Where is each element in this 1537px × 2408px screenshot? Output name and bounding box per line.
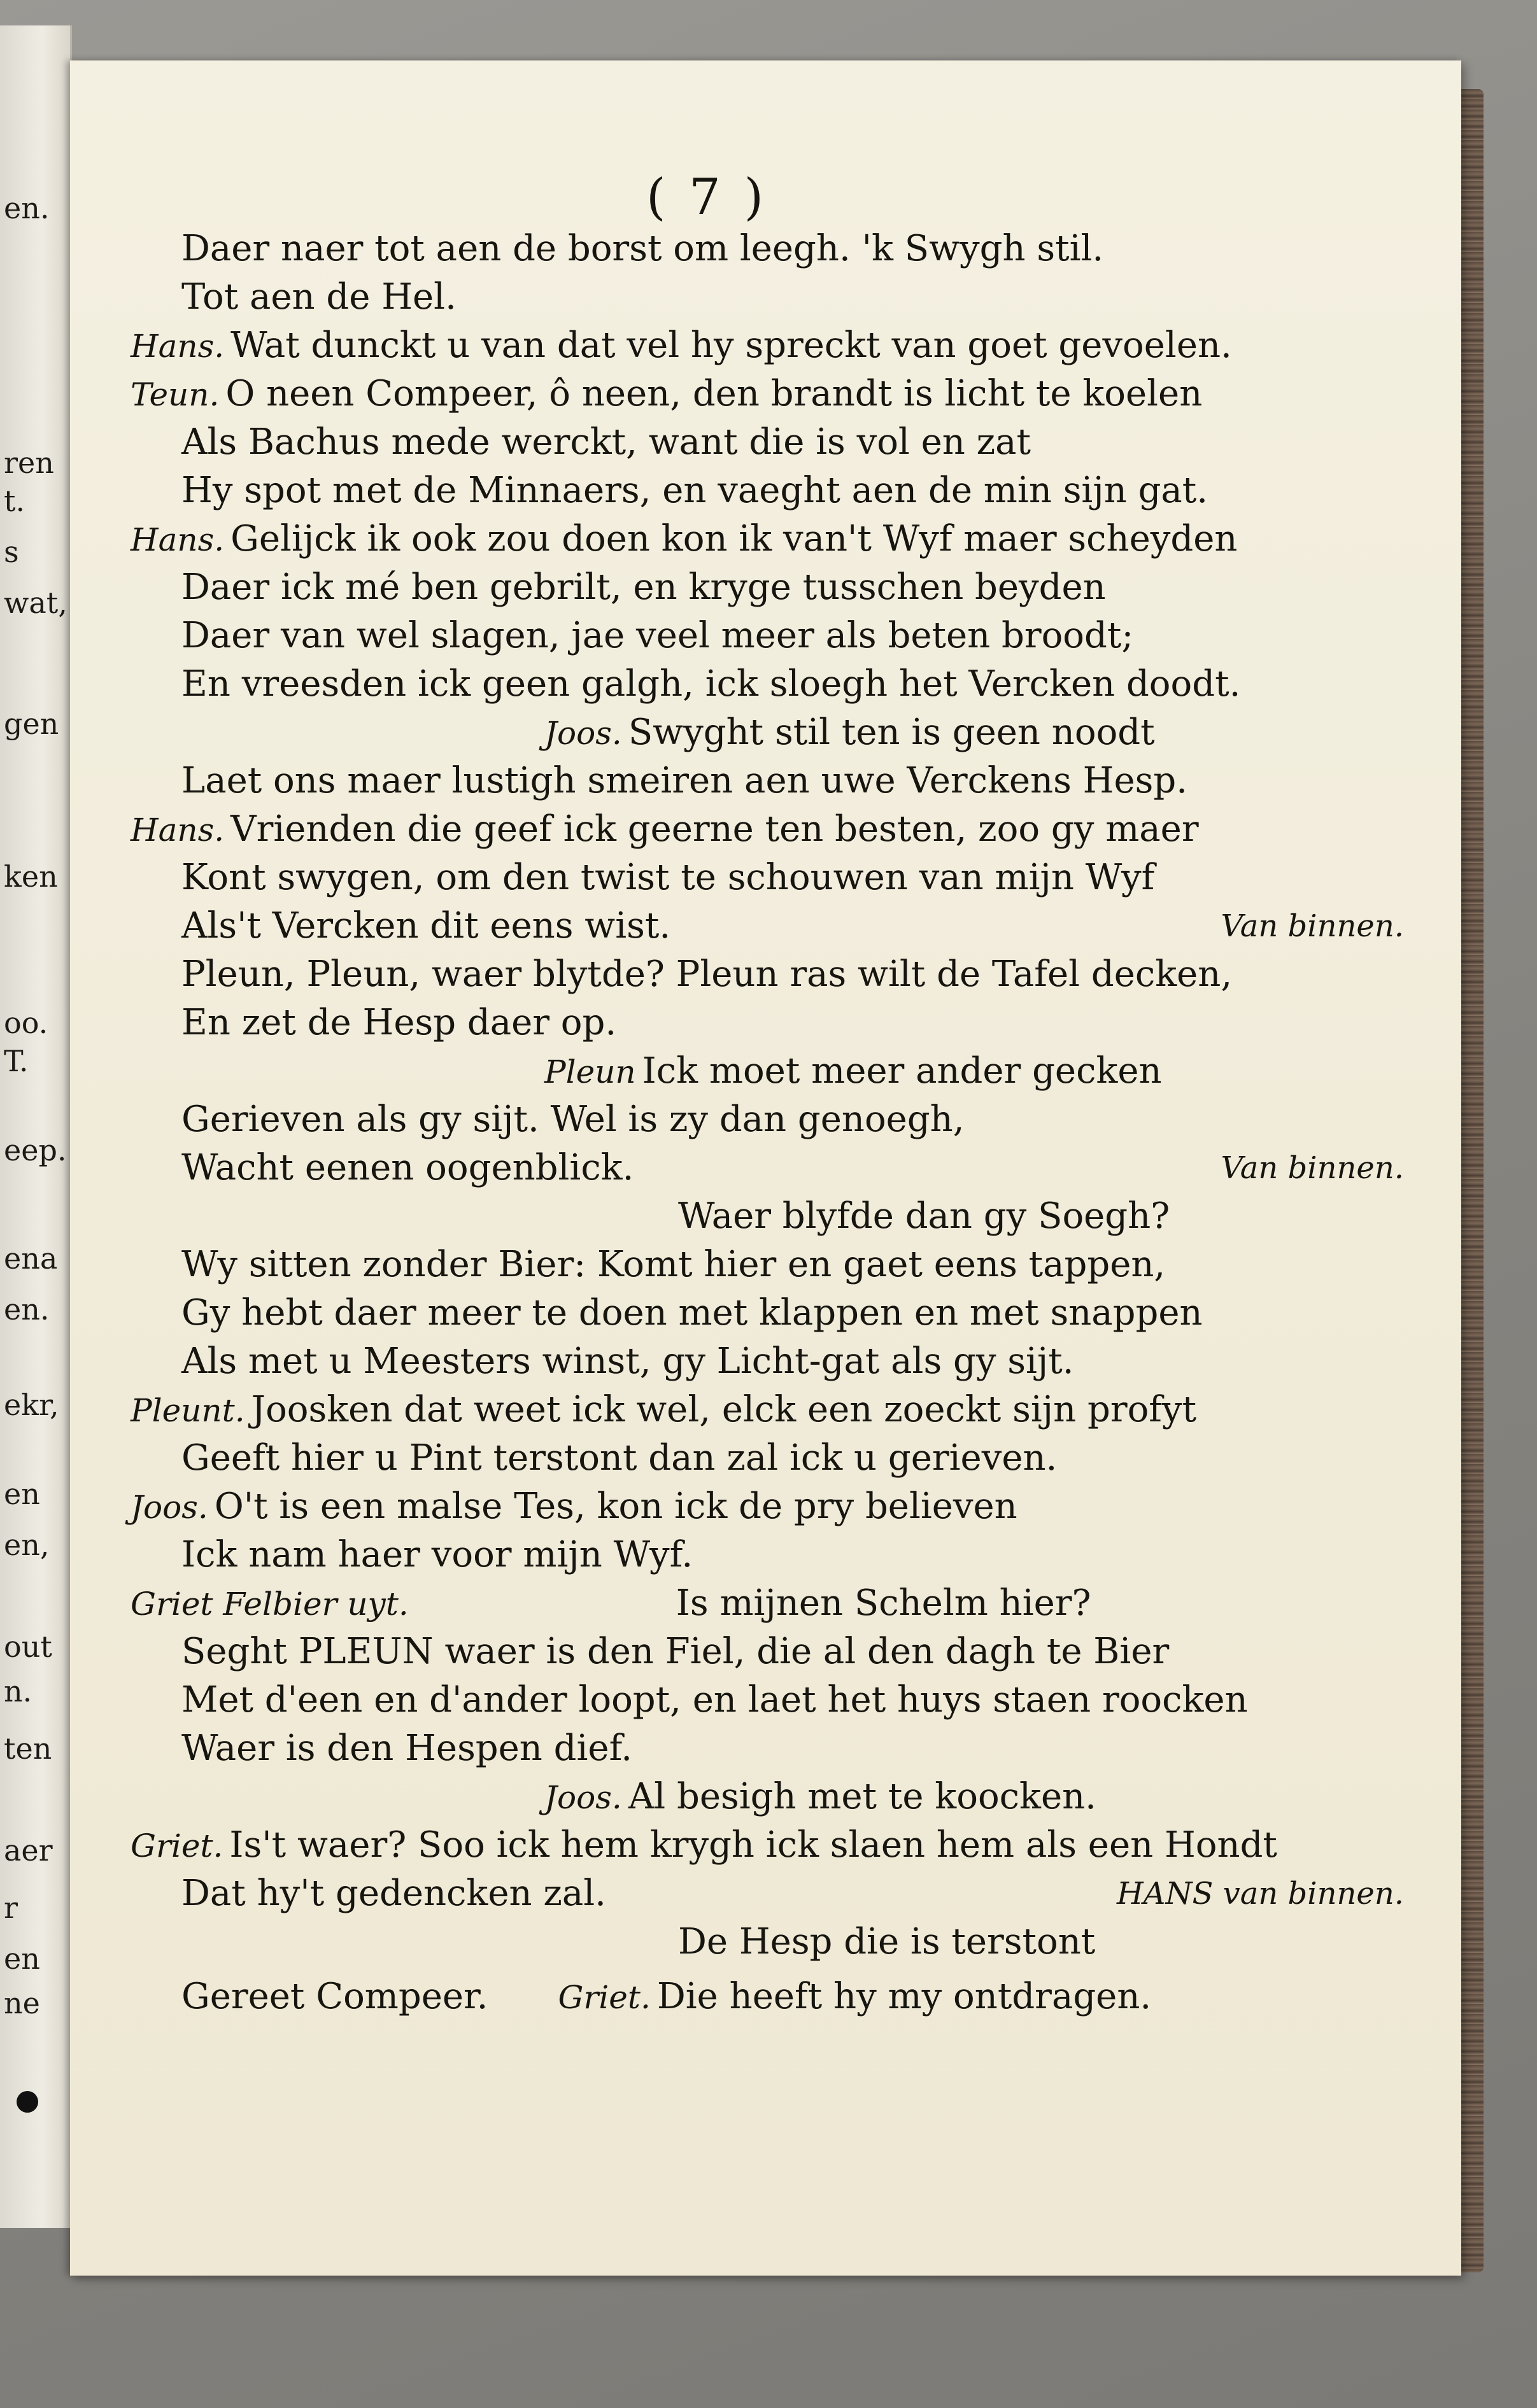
dialogue-text: Wacht eenen oogenblick. — [181, 1147, 634, 1188]
text-line — [131, 1386, 1429, 1434]
text-line — [131, 467, 1429, 515]
facing-page-fragment: ten — [4, 1731, 52, 1766]
dialogue-text: Als met u Meesters winst, gy Licht-gat als gy sijt. — [181, 1341, 1074, 1382]
text-line — [131, 757, 1429, 805]
dialogue-text: De Hesp die is terstont — [678, 1921, 1096, 1962]
dialogue-text: Geeft hier u Pint terstont dan zal ick u gerieven. — [181, 1437, 1058, 1479]
facing-page-fragment: en, — [4, 1528, 50, 1562]
text-line — [131, 1337, 1429, 1386]
dialogue-text: Kont swygen, om den twist te schouwen van mijn Wyf — [181, 857, 1155, 898]
facing-page-fragment: en — [4, 1941, 40, 1976]
facing-page-fragment: gen — [4, 707, 59, 741]
facing-page-fragment: en — [4, 1477, 40, 1511]
text-line — [131, 1869, 1429, 1918]
facing-page-fragment: T. — [4, 1044, 29, 1078]
text-line — [131, 950, 1429, 999]
text-line — [131, 1482, 1429, 1531]
speaker-name: Joos. — [131, 1489, 208, 1526]
dialogue-text: Pleun, Pleun, waer blytde? Pleun ras wilt de Tafel decken, — [181, 954, 1233, 995]
facing-page-fragment: out — [4, 1630, 52, 1664]
speaker-name: Griet Felbier uyt. — [131, 1586, 409, 1623]
speaker-name: Pleunt. — [131, 1392, 245, 1429]
dialogue-text: Ick moet meer ander gecken — [642, 1050, 1162, 1092]
facing-page-fragment: ena — [4, 1241, 58, 1276]
facing-page-fragment: en. — [4, 191, 50, 225]
dialogue-text: Tot aen de Hel. — [181, 276, 457, 318]
speaker-name: Hans. — [131, 812, 225, 848]
speaker-name: Pleun — [544, 1053, 636, 1090]
text-line — [131, 1579, 1429, 1628]
text-line — [131, 1918, 1429, 1966]
dialogue-text: Is't waer? Soo ick hem krygh ick slaen hem als een Hondt — [229, 1824, 1277, 1866]
dialogue-text: Waer is den Hespen dief. — [181, 1728, 633, 1769]
text-line — [131, 1724, 1429, 1773]
ink-blot — [17, 2091, 38, 2113]
text-line — [131, 1095, 1429, 1144]
dialogue-text: Wy sitten zonder Bier: Komt hier en gaet eens tappen, — [181, 1244, 1166, 1285]
facing-page-fragment: s — [4, 535, 19, 569]
dialogue-text: Laet ons maer lustigh smeiren aen uwe Verckens Hesp. — [181, 760, 1188, 801]
text-line — [131, 418, 1429, 467]
dialogue-text: En vreesden ick geen galgh, ick sloegh het Vercken doodt. — [181, 663, 1241, 705]
text-line — [131, 1676, 1429, 1724]
speaker-name: Griet. — [131, 1827, 223, 1864]
dialogue-text: O't is een malse Tes, kon ick de pry believen — [214, 1486, 1017, 1527]
text-line — [131, 515, 1429, 563]
text-line — [131, 370, 1429, 418]
facing-page-fragment: en. — [4, 1292, 50, 1327]
stage-direction: Van binnen. — [1221, 1150, 1404, 1186]
speaker-name: Teun. — [131, 376, 220, 413]
dialogue-text: Wat dunckt u van dat vel hy spreckt van goet gevoelen. — [230, 325, 1232, 366]
dialogue-text: O neen Compeer, ô neen, den brandt is licht te koelen — [225, 373, 1203, 414]
facing-page-fragment: ken — [4, 859, 58, 894]
text-line — [131, 1773, 1429, 1821]
text-line — [131, 1628, 1429, 1676]
text-line — [131, 999, 1429, 1047]
text-line — [131, 854, 1429, 902]
document-page — [70, 60, 1461, 2276]
facing-page-fragment: wat, — [4, 586, 67, 620]
text-line — [131, 1821, 1429, 1869]
text-line — [131, 1144, 1429, 1192]
play-text — [131, 225, 1429, 2021]
text-line — [131, 563, 1429, 612]
speaker-name: Griet. — [558, 1979, 651, 2016]
text-line — [131, 902, 1429, 950]
text-line — [131, 805, 1429, 854]
dialogue-text: Gerieven als gy sijt. Wel is zy dan genoegh, — [181, 1099, 965, 1140]
facing-page-fragment: r — [4, 1890, 18, 1925]
text-line — [131, 708, 1429, 757]
facing-page-fragment: t. — [4, 484, 25, 518]
facing-page-fragment: ren — [4, 446, 54, 480]
dialogue-text: Is mijnen Schelm hier? — [676, 1582, 1091, 1624]
dialogue-text: Met d'een en d'ander loopt, en laet het huys staen roocken — [181, 1679, 1248, 1721]
speaker-name: Joos. — [544, 1779, 622, 1816]
dialogue-text: Hy spot met de Minnaers, en vaeght aen de min sijn gat. — [181, 470, 1208, 511]
text-line — [131, 1973, 1429, 2021]
dialogue-text: Joosken dat weet ick wel, elck een zoeckt sijn profyt — [251, 1389, 1197, 1430]
dialogue-text: Daer ick mé ben gebrilt, en kryge tusschen beyden — [181, 567, 1106, 608]
dialogue-text: Die heeft hy my ontdragen. — [656, 1976, 1152, 2017]
text-line — [131, 660, 1429, 708]
facing-page-fragment: ne — [4, 1986, 40, 2020]
text-line — [131, 1192, 1429, 1241]
stage-direction: HANS van binnen. — [1116, 1876, 1404, 1912]
text-line — [131, 1241, 1429, 1289]
facing-page-fragment: aer — [4, 1833, 53, 1868]
dialogue-text: Gereet Compeer. — [181, 1976, 488, 2017]
dialogue-text: Daer naer tot aen de borst om leegh. 'k Swygh stil. — [181, 228, 1104, 269]
dialogue-text: Daer van wel slagen, jae veel meer als beten broodt; — [181, 615, 1134, 656]
dialogue-text: Waer blyfde dan gy Soegh? — [678, 1195, 1170, 1237]
dialogue-text: Dat hy't gedencken zal. — [181, 1873, 606, 1914]
speaker-name: Hans. — [131, 521, 225, 558]
dialogue-text: Seght PLEUN waer is den Fiel, die al den dagh te Bier — [181, 1631, 1170, 1672]
dialogue-text: Ick nam haer voor mijn Wyf. — [181, 1534, 693, 1575]
text-line — [131, 612, 1429, 660]
dialogue-text: En zet de Hesp daer op. — [181, 1002, 617, 1043]
stage-direction: Van binnen. — [1221, 908, 1404, 944]
facing-page-edge — [0, 25, 72, 2228]
dialogue-text: Swyght stil ten is geen noodt — [628, 712, 1155, 753]
dialogue-text: Gy hebt daer meer te doen met klappen en met snappen — [181, 1292, 1203, 1334]
text-line — [131, 273, 1429, 321]
dialogue-text: Al besigh met te koocken. — [628, 1776, 1096, 1817]
speaker-name: Hans. — [131, 328, 225, 365]
facing-page-fragment: eep. — [4, 1133, 67, 1167]
dialogue-text: Als Bachus mede werckt, want die is vol en zat — [181, 421, 1031, 463]
text-line — [131, 1531, 1429, 1579]
text-line — [131, 225, 1429, 273]
dialogue-text: Vrienden die geef ick geerne ten besten, zoo gy maer — [230, 808, 1199, 850]
text-line — [131, 1289, 1429, 1337]
facing-page-fragment: oo. — [4, 1006, 48, 1040]
text-line — [131, 321, 1429, 370]
text-line — [131, 1047, 1429, 1095]
dialogue-text: Als't Vercken dit eens wist. — [181, 905, 671, 947]
facing-page-fragment: n. — [4, 1674, 32, 1708]
text-line — [131, 1434, 1429, 1482]
speaker-name: Joos. — [544, 715, 622, 752]
page-number: ( 7 ) — [646, 169, 768, 226]
facing-page-fragment: ekr, — [4, 1388, 59, 1422]
dialogue-text: Gelijck ik ook zou doen kon ik van't Wyf maer scheyden — [230, 518, 1238, 560]
